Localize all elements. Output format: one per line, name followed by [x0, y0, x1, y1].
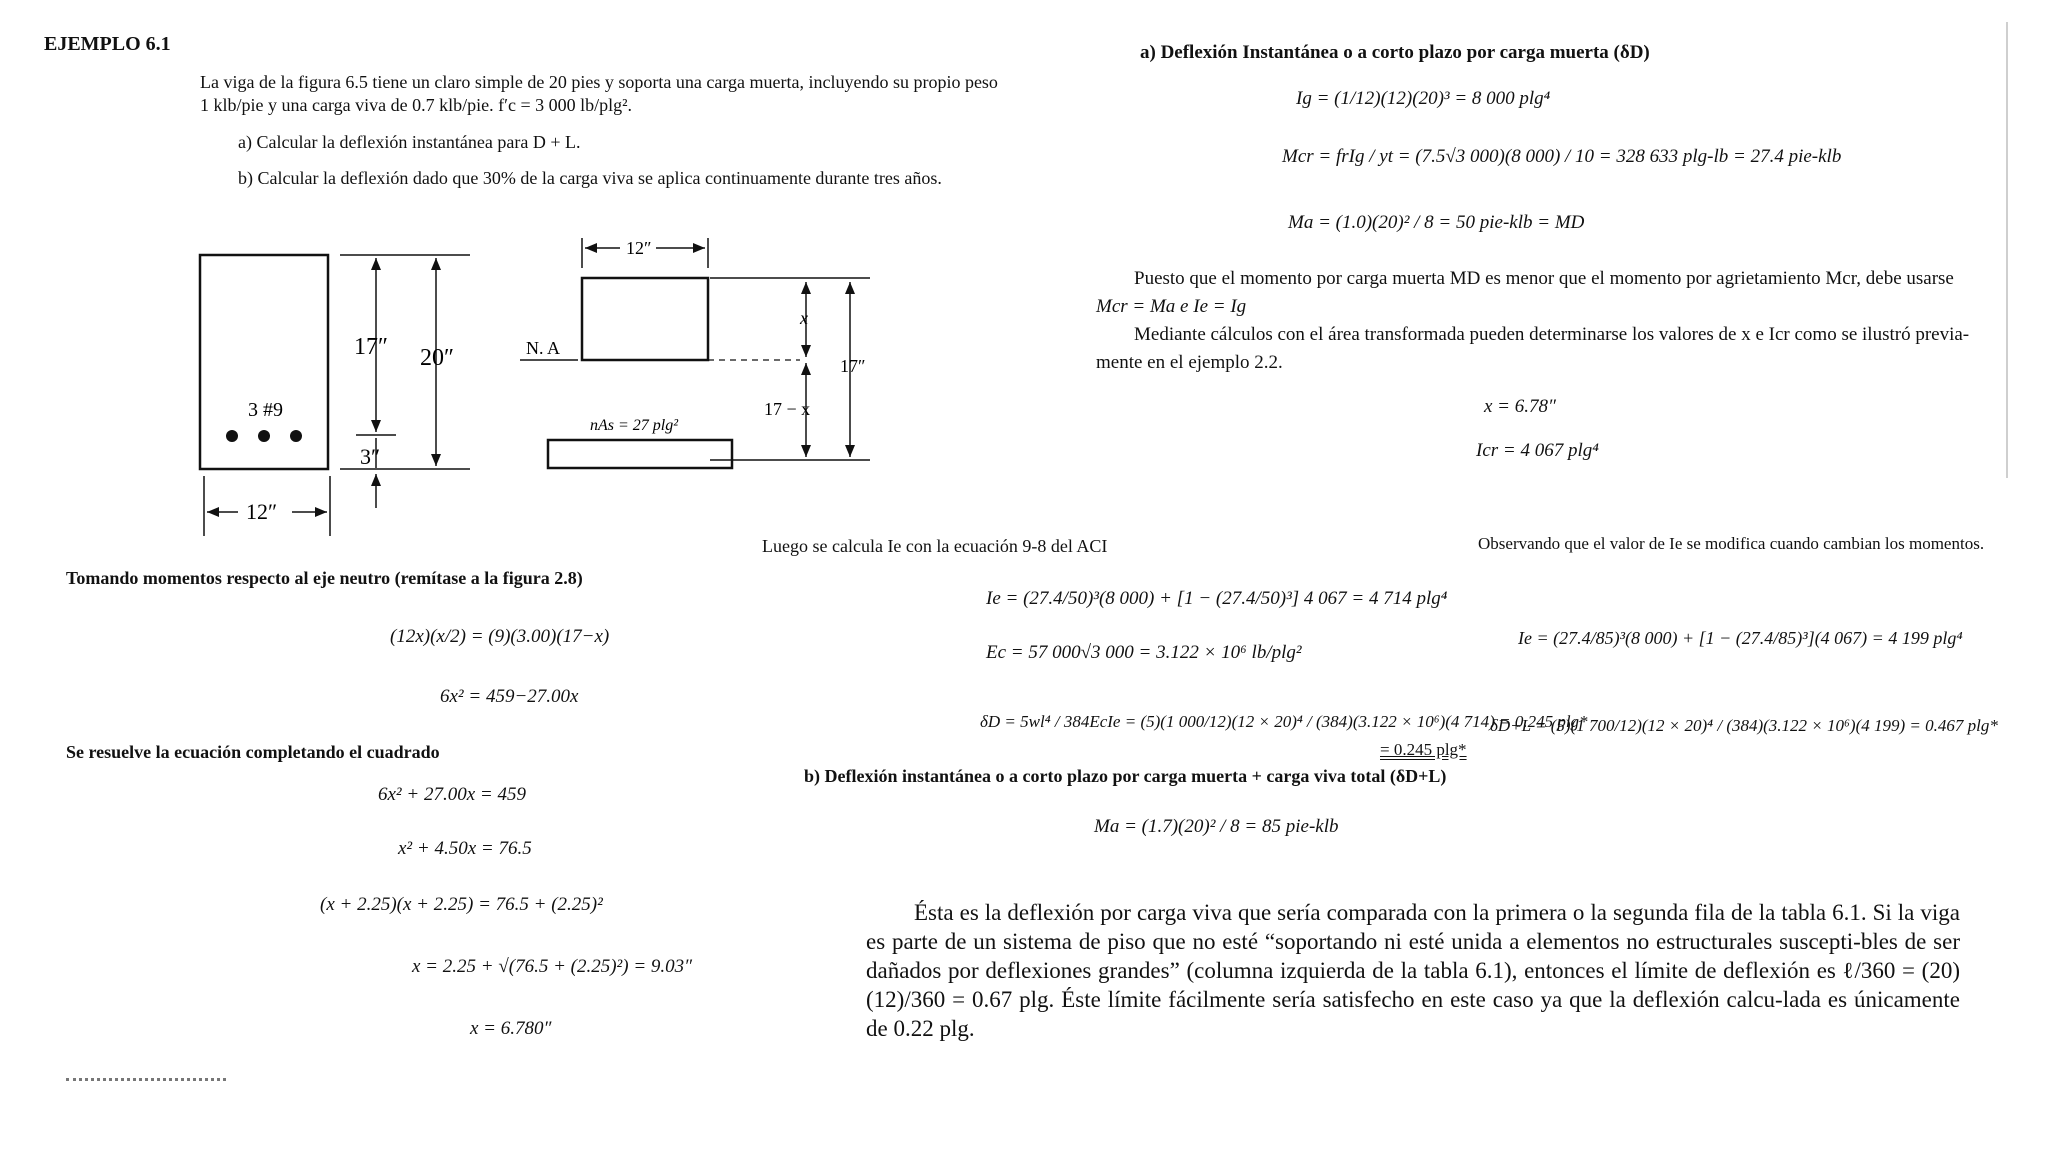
paragraph-2-line1: Mediante cálculos con el área transformada pueden determinarse los valores de x e Icr como se ilustró previa-: [1134, 324, 1970, 345]
problem-statement-line1: La viga de la figura 6.5 tiene un claro simple de 20 pies y soporta una carga muerta, incluyendo su propio peso: [200, 72, 998, 92]
ma-total-equation: Ma = (1.7)(20)² / 8 = 85 pie-klb: [1094, 816, 1339, 837]
paragraph-1-line1: Puesto que el momento por carga muerta MD es menor que el momento por agrietamiento Mcr, debe usarse: [1134, 268, 1954, 289]
square-equation-3: (x + 2.25)(x + 2.25) = 76.5 + (2.25)²: [320, 894, 603, 915]
transformed-steel-label: nAs = 27 plg²: [590, 417, 679, 434]
dim-3-label: 3″: [360, 444, 381, 469]
delta-dead-equation: δD = 5wl⁴ / 384EcIe = (5)(1 000/12)(12 × 20)⁴ / (384)(3.122 × 10⁶)(4 714) = 0.245 plg*: [980, 712, 1588, 731]
section-b-heading: b) Deflexión instantánea o a corto plazo por carga muerta + carga viva total (δD+L): [804, 766, 1447, 786]
ie-total-equation: Ie = (27.4/85)³(8 000) + [1 − (27.4/85)³](4 067) = 4 199 plg⁴: [1518, 628, 1963, 648]
square-heading: Se resuelve la ecuación completando el cuadrado: [66, 742, 440, 762]
aci-heading: Luego se calcula Ie con la ecuación 9-8 del ACI: [762, 536, 1108, 556]
dim-17-label: 17″: [354, 334, 388, 360]
mcr-equation: Mcr = frIg / yt = (7.5√3 000)(8 000) / 10 = 328 633 plg-lb = 27.4 pie-klb: [1282, 146, 1842, 167]
dim-12-top-label: 12″: [626, 238, 652, 258]
observe-note: Observando que el valor de Ie se modifica cuando cambian los momentos.: [1478, 534, 1985, 553]
square-equation-1: 6x² + 27.00x = 459: [378, 784, 526, 805]
moments-equation-2: 6x² = 459−27.00x: [440, 686, 579, 707]
part-a-question: a) Calcular la deflexión instantánea para D + L.: [238, 132, 581, 152]
problem-statement-line2: 1 klb/pie y una carga viva de 0.7 klb/pie. f′c = 3 000 lb/plg².: [200, 95, 633, 115]
paragraph-1-line2: Mcr = Ma e Ie = Ig: [1096, 296, 1247, 317]
part-b-question: b) Calcular la deflexión dado que 30% de la carga viva se aplica continuamente durante tres años.: [238, 168, 942, 188]
paragraph-2-line2: mente en el ejemplo 2.2.: [1096, 352, 1283, 373]
neutral-axis-label: N. A: [526, 338, 561, 358]
square-equation-5: x = 6.780″: [470, 1018, 552, 1039]
rebar-dot: [290, 430, 302, 442]
square-equation-2: x² + 4.50x = 76.5: [398, 838, 532, 859]
ec-equation: Ec = 57 000√3 000 = 3.122 × 10⁶ lb/plg²: [986, 642, 1302, 663]
example-title: EJEMPLO 6.1: [44, 33, 171, 55]
rebar-dot: [258, 430, 270, 442]
square-equation-4: x = 2.25 + √(76.5 + (2.25)²) = 9.03″: [412, 956, 693, 977]
rebar-dot: [226, 430, 238, 442]
compression-block: [582, 278, 708, 360]
delta-dead-result: = 0.245 plg*: [1380, 740, 1467, 759]
dim-12-bottom-label: 12″: [246, 499, 278, 524]
delta-total-equation: δD+L = (5)(1 700/12)(12 × 20)⁴ / (384)(3.122 × 10⁶)(4 199) = 0.467 plg*: [1490, 716, 1998, 735]
moments-equation-1: (12x)(x/2) = (9)(3.00)(17−x): [390, 626, 610, 647]
dim-17-right-label: 17″: [840, 356, 866, 376]
dim-20-label: 20″: [420, 345, 454, 371]
beam-section-figure: [180, 220, 1080, 550]
dim-17-minus-x-label: 17 − x: [764, 399, 811, 419]
ie-dead-equation: Ie = (27.4/50)³(8 000) + [1 − (27.4/50)³] 4 067 = 4 714 plg⁴: [986, 588, 1448, 609]
section-a-heading: a) Deflexión Instantánea o a corto plazo por carga muerta (δD): [1140, 42, 1650, 63]
transformed-steel-area: [548, 440, 732, 468]
x-value: x = 6.78″: [1484, 396, 1556, 417]
cut-off-text-fragment: [66, 1078, 226, 1085]
icr-value: Icr = 4 067 plg⁴: [1476, 440, 1599, 461]
ig-equation: Ig = (1/12)(12)(20)³ = 8 000 plg⁴: [1296, 88, 1551, 109]
dim-x-label: x: [800, 308, 808, 328]
closing-paragraph: Ésta es la deflexión por carga viva que sería comparada con la primera o la segunda fila de la tabla 6.1. Si la viga es parte de un sistema de piso que no esté “soportando ni esté unida a elementos no estructurales suscepti-bles de ser dañados por deflexiones grandes” (columna izquierda de la tabla 6.1), entonces el límite de deflexión es ℓ/360 = (20)(12)/360 = 0.67 plg. Éste límite fácilmente sería satisfecho en este caso ya que la deflexión calcu-lada es únicamente de 0.22 plg.: [866, 900, 1960, 1041]
column-divider: [2006, 22, 2008, 478]
moments-heading: Tomando momentos respecto al eje neutro (remítase a la figura 2.8): [66, 568, 583, 588]
ma-dead-equation: Ma = (1.0)(20)² / 8 = 50 pie-klb = MD: [1288, 212, 1585, 233]
bars-label: 3 #9: [248, 399, 283, 421]
